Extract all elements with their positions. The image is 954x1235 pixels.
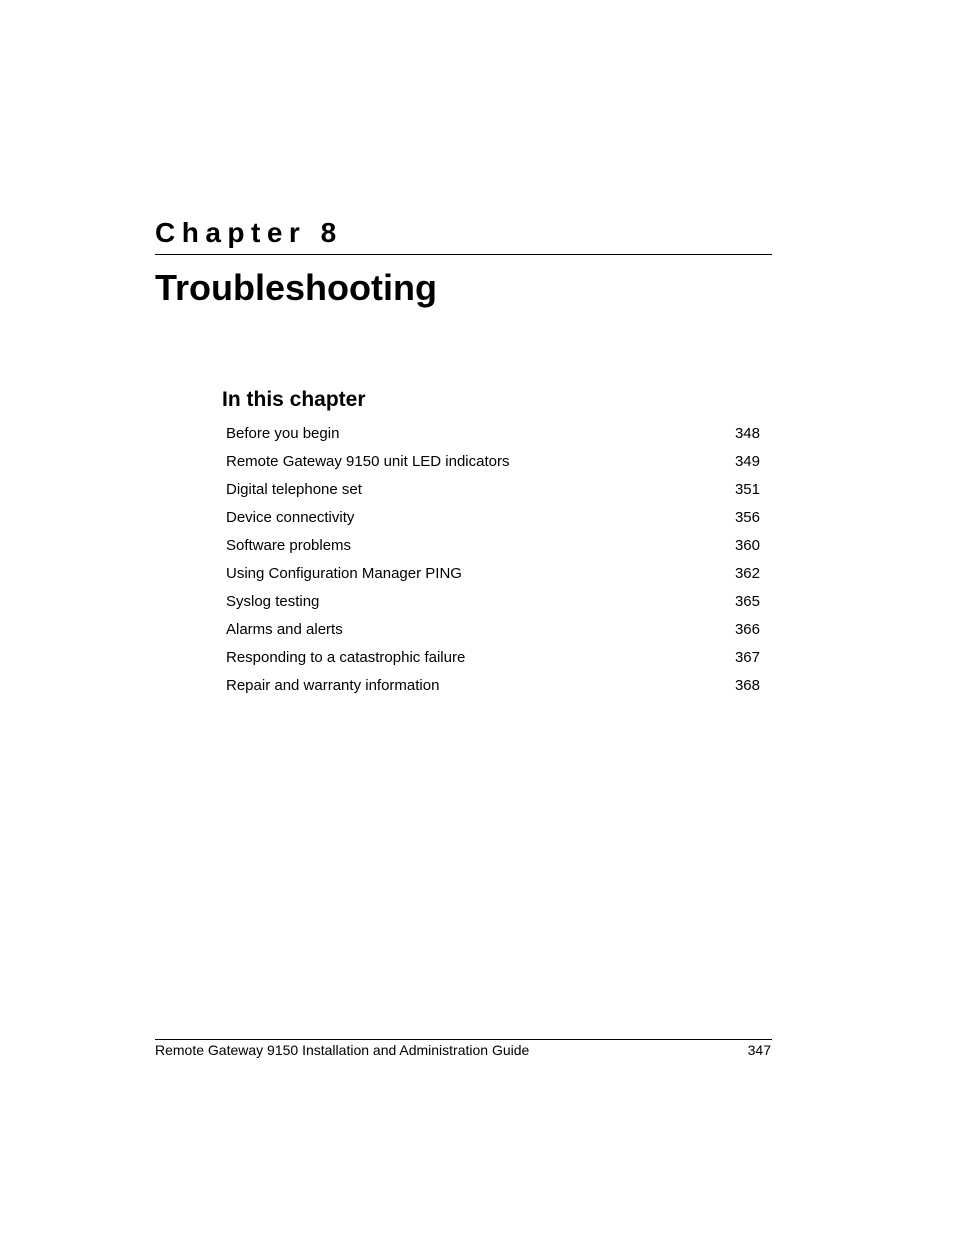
chapter-divider — [155, 254, 772, 255]
toc-entry[interactable] — [226, 616, 762, 644]
footer-page-number: 347 — [747, 1042, 771, 1058]
toc-entry[interactable] — [226, 588, 762, 616]
chapter-title: Troubleshooting — [155, 267, 437, 308]
toc-entry-page[interactable]: 360 — [734, 537, 760, 554]
toc-entry-title[interactable]: Before you begin — [226, 425, 340, 442]
toc-entry[interactable] — [226, 476, 762, 504]
footer-divider — [155, 1039, 772, 1040]
toc-entry[interactable] — [226, 644, 762, 672]
toc-entry-page[interactable]: 349 — [734, 453, 760, 470]
toc-entry[interactable] — [226, 504, 762, 532]
toc-entry-title[interactable]: Digital telephone set — [226, 481, 362, 498]
toc-entry[interactable] — [226, 672, 762, 700]
toc-entry-title[interactable]: Device connectivity — [226, 509, 355, 526]
toc-entry[interactable] — [226, 420, 762, 448]
toc-entry-page[interactable]: 362 — [734, 565, 760, 582]
toc-entry-page[interactable]: 367 — [734, 649, 760, 666]
toc-entry-page[interactable]: 366 — [734, 621, 760, 638]
toc-heading: In this chapter — [222, 388, 366, 411]
toc-entry-page[interactable]: 356 — [734, 509, 760, 526]
toc-entry-page[interactable]: 351 — [734, 481, 760, 498]
toc-entry-title[interactable]: Software problems — [226, 537, 352, 554]
toc-entry-title[interactable]: Remote Gateway 9150 unit LED indicators — [226, 453, 510, 470]
toc-entry[interactable] — [226, 560, 762, 588]
toc-list — [226, 420, 762, 700]
toc-entry[interactable] — [226, 448, 762, 476]
toc-entry-title[interactable]: Alarms and alerts — [226, 621, 343, 638]
toc-entry-page[interactable]: 365 — [734, 593, 760, 610]
chapter-label: Chapter 8 — [155, 217, 343, 248]
toc-entry-title[interactable]: Syslog testing — [226, 593, 320, 610]
toc-entry-title[interactable]: Responding to a catastrophic failure — [226, 649, 466, 666]
toc-entry-title[interactable]: Using Configuration Manager PING — [226, 565, 462, 582]
toc-entry-page[interactable]: 368 — [734, 677, 760, 694]
footer-document-title: Remote Gateway 9150 Installation and Administration Guide — [155, 1042, 530, 1058]
toc-entry-title[interactable]: Repair and warranty information — [226, 677, 440, 694]
toc-entry[interactable] — [226, 532, 762, 560]
toc-entry-page[interactable]: 348 — [734, 425, 760, 442]
